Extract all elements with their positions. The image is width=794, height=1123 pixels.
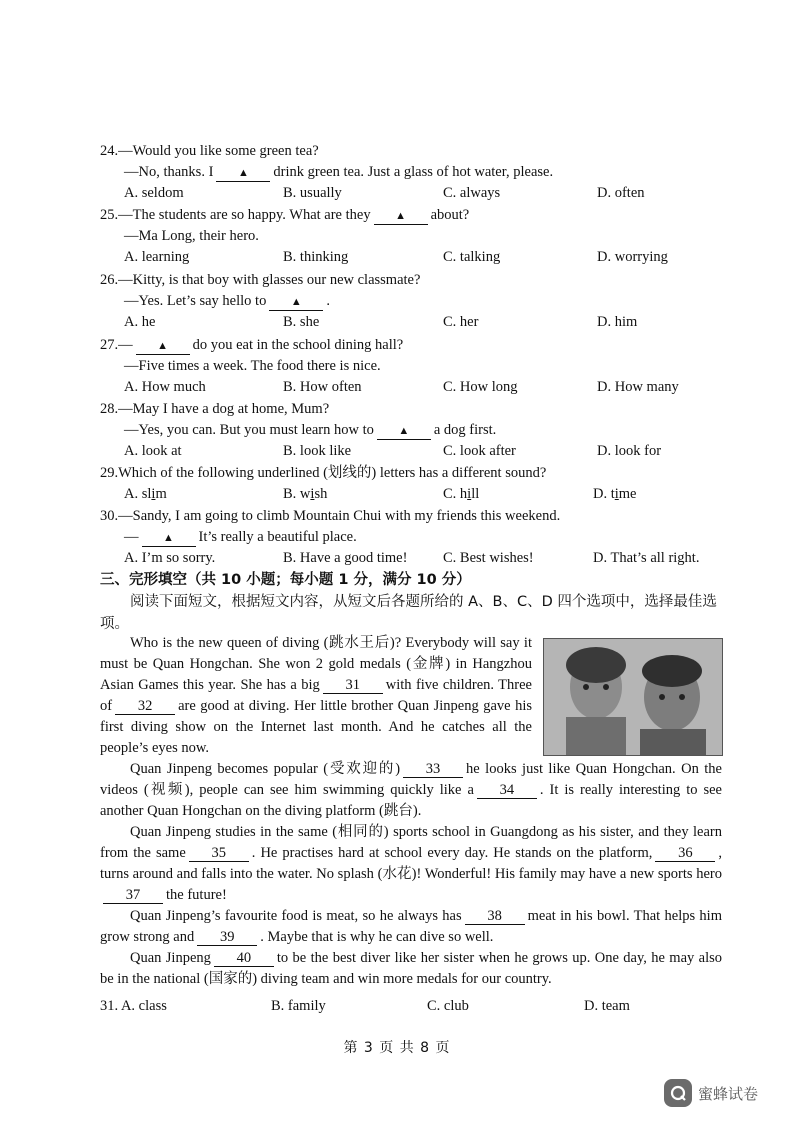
paragraph-1: Who is the new queen of diving (跳水王后)? Everybody will say it must be Quan Hongchan. She won 2 gold medals (金牌) in Hangzhou Asian Games this year. She has a big 31 with five children. Three of 32 are good at diving. Her little brother Quan Jinpeng gave his first diving show on the Internet last month. And he catches all the people’s eyes now. (100, 635, 532, 756)
paragraph-4: Quan Jinpeng’s favourite food is meat, so he always has 38 meat in his bowl. That helps him grow strong and 39 . Maybe that is why he can dive so well. (100, 908, 722, 945)
option-d[interactable]: D. often (597, 185, 645, 201)
option-b[interactable]: B. How often (283, 379, 362, 395)
question-24: 24.—Would you like some green tea? —No, thanks. I ▲ drink green tea. Just a glass of hot water, please. A. seldom B. usually C. always D. often (100, 141, 740, 204)
section-cloze (100, 569, 722, 635)
question-31 (100, 996, 740, 1017)
blank-34[interactable]: 34 (477, 783, 537, 799)
options-row (100, 377, 740, 398)
option-c[interactable]: C. Best wishes! (443, 550, 534, 566)
answer-blank[interactable] (142, 530, 196, 547)
option-d[interactable]: D. look for (597, 443, 662, 459)
paragraph-3: Quan Jinpeng studies in the same (相同的) sports school in Guangdong as his sister, and they learn from the same 35 . He practises hard at school every day. He stands on the platform, 36 , turns around and falls into the water. No splash (水花)! Wonderful! His family may have a new sports hero37 the future! (100, 824, 722, 903)
blank-37[interactable]: 37 (103, 888, 163, 904)
options-row (100, 548, 740, 569)
option-a[interactable]: A. he (124, 314, 156, 330)
option-b[interactable]: B. Have a good time! (283, 550, 408, 566)
options-row (100, 312, 740, 333)
section-title: 三、完形填空（共 10 小题；每小题 1 分，满分 10 分） (100, 572, 471, 588)
option-d[interactable]: D. That’s all right. (593, 550, 700, 566)
triangle-icon: ▲ (157, 340, 169, 352)
options-row (100, 247, 740, 268)
blank-35[interactable]: 35 (189, 846, 249, 862)
option-a[interactable]: A. look at (124, 443, 182, 459)
paragraph-2: Quan Jinpeng becomes popular (受欢迎的) 33 he looks just like Quan Hongchan. On the videos (视频), people can see him swimming quickly like a 34 . It is really interesting to see another Quan Hongchan on the diving platform (跳台). (100, 761, 722, 819)
option-d[interactable]: D. team (584, 998, 630, 1014)
option-a[interactable]: 31. A. class (100, 998, 167, 1014)
brand-logo-icon (664, 1079, 692, 1107)
answer-blank[interactable] (216, 165, 270, 182)
watermark-text: 蜜蜂试卷 (698, 1084, 759, 1103)
options-row (100, 441, 740, 462)
option-c[interactable]: C. always (443, 185, 501, 201)
option-c[interactable]: C. her (443, 314, 479, 330)
option-d[interactable]: D. How many (597, 379, 679, 395)
triangle-icon: ▲ (290, 296, 302, 308)
option-b[interactable]: B. family (271, 998, 326, 1014)
answer-blank[interactable] (377, 423, 431, 440)
blank-33[interactable]: 33 (403, 762, 463, 778)
option-a[interactable]: A. How much (124, 379, 206, 395)
blank-32[interactable]: 32 (115, 699, 175, 715)
question-25: 25.—The students are so happy. What are they ▲ about? —Ma Long, their hero. A. learning B. thinking C. talking D. worrying (100, 205, 740, 268)
triangle-icon: ▲ (237, 167, 249, 179)
options-row (100, 996, 740, 1017)
triangle-icon: ▲ (163, 532, 174, 544)
option-c[interactable]: C. hill (443, 486, 480, 502)
option-d[interactable]: D. time (593, 486, 637, 502)
option-c[interactable]: C. talking (443, 249, 501, 265)
option-b[interactable]: B. look like (283, 443, 352, 459)
option-c[interactable]: C. club (427, 998, 469, 1014)
page-footer: 第 3 页 共 8 页 (343, 1040, 451, 1056)
question-30: 30.—Sandy, I am going to climb Mountain Chui with my friends this weekend. — ▲ It’s really a beautiful place. A. I’m so sorry. B. Have a good time! C. Best wishes! D. That’s all right. (100, 506, 740, 569)
paragraph-5: Quan Jinpeng 40 to be the best diver like her sister when he grows up. One day, he may also be in the national (国家的) diving team and win more medals for our country. (100, 950, 722, 987)
blank-38[interactable]: 38 (465, 909, 525, 925)
option-a[interactable]: A. I’m so sorry. (124, 550, 216, 566)
option-a[interactable]: A. slim (124, 486, 167, 502)
passage (100, 633, 722, 990)
options-row (100, 183, 740, 204)
blank-31[interactable]: 31 (323, 678, 383, 694)
section-instruction: 阅读下面短文，根据短文内容，从短文后各题所给的 A、B、C、D 四个选项中，选择最佳选项。 (100, 594, 717, 632)
answer-blank[interactable] (374, 208, 428, 225)
question-29: 29.Which of the following underlined (划线的) letters has a different sound? A. slim B. wish C. hill D. time (100, 463, 740, 505)
question-28: 28.—May I have a dog at home, Mum? —Yes, you can. But you must learn how to ▲ a dog first. A. look at B. look like C. look after D. look for (100, 399, 740, 462)
option-b[interactable]: B. usually (283, 185, 342, 201)
option-a[interactable]: A. learning (124, 249, 190, 265)
answer-blank[interactable] (136, 338, 190, 355)
blank-36[interactable]: 36 (655, 846, 715, 862)
question-26: 26.—Kitty, is that boy with glasses our new classmate? —Yes. Let’s say hello to ▲ . A. he B. she C. her D. him (100, 270, 740, 333)
answer-blank[interactable] (269, 294, 323, 311)
option-b[interactable]: B. she (283, 314, 320, 330)
option-b[interactable]: B. wish (283, 486, 328, 502)
option-d[interactable]: D. worrying (597, 249, 668, 265)
triangle-icon: ▲ (398, 425, 410, 437)
option-c[interactable]: C. How long (443, 379, 518, 395)
options-row (100, 484, 740, 505)
blank-40[interactable]: 40 (214, 951, 274, 967)
watermark (664, 1079, 758, 1107)
option-b[interactable]: B. thinking (283, 249, 349, 265)
blank-39[interactable]: 39 (197, 930, 257, 946)
triangle-icon: ▲ (395, 210, 407, 222)
option-c[interactable]: C. look after (443, 443, 516, 459)
option-a[interactable]: A. seldom (124, 185, 184, 201)
option-d[interactable]: D. him (597, 314, 638, 330)
question-27: 27.— ▲ do you eat in the school dining hall? —Five times a week. The food there is nice. A. How much B. How often C. How long D. How many (100, 335, 740, 398)
